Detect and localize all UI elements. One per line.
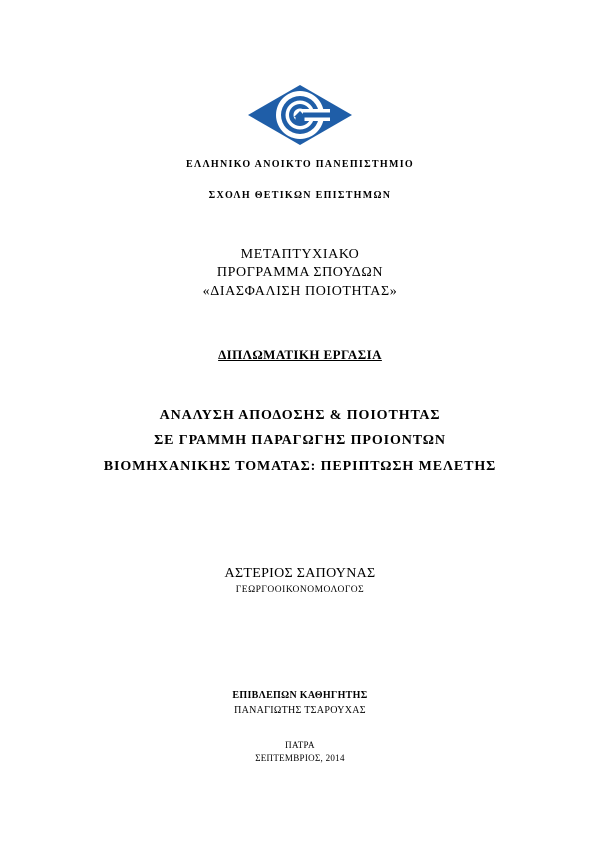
supervisor-label: ΕΠΙΒΛΕΠΩΝ ΚΑΘΗΓΗΤΗΣ [232, 690, 368, 701]
university-logo-icon [247, 84, 353, 146]
author-name: ΑΣΤΕΡΙΟΣ ΣΑΠΟΥΝΑΣ [224, 566, 376, 581]
thesis-title-line-2: ΣΕ ΓΡΑΜΜΗ ΠΑΡΑΓΩΓΗΣ ΠΡΟΙΟΝΤΩΝ [154, 433, 446, 448]
program-line-2: ΠΡΟΓΡΑΜΜΑ ΣΠΟΥΔΩΝ [216, 265, 384, 280]
program-line-1: ΜΕΤΑΠΤΥΧΙΑΚΟ [240, 247, 360, 262]
place: ΠΑΤΡΑ [285, 740, 315, 750]
supervisor-name: ΠΑΝΑΓΙΩΤΗΣ ΤΣΑΡΟΥΧΑΣ [234, 705, 366, 716]
school-name: ΣΧΟΛΗ ΘΕΤΙΚΩΝ ΕΠΙΣΤΗΜΩΝ [208, 190, 392, 201]
thesis-title-line-1: ΑΝΑΛΥΣΗ ΑΠΟΔΟΣΗΣ & ΠΟΙΟΤΗΤΑΣ [159, 408, 441, 423]
date: ΣΕΠΤΕΜΒΡΙΟΣ, 2014 [255, 753, 345, 763]
program-line-3: «ΔΙΑΣΦΑΛΙΣΗ ΠΟΙΟΤΗΤΑΣ» [202, 284, 398, 299]
university-name: ΕΛΛΗΝΙΚΟ ΑΝΟΙΚΤΟ ΠΑΝΕΠΙΣΤΗΜΙΟ [186, 159, 414, 170]
thesis-label: ΔΙΠΛΩΜΑΤΙΚΗ ΕΡΓΑΣΙΑ [218, 347, 382, 362]
author-profession: ΓΕΩΡΓΟΟΙΚΟΝΟΜΟΛΟΓΟΣ [235, 585, 365, 595]
thesis-title-line-3: ΒΙΟΜΗΧΑΝΙΚΗΣ ΤΟΜΑΤΑΣ: ΠΕΡΙΠΤΩΣΗ ΜΕΛΕΤΗΣ [103, 459, 497, 474]
